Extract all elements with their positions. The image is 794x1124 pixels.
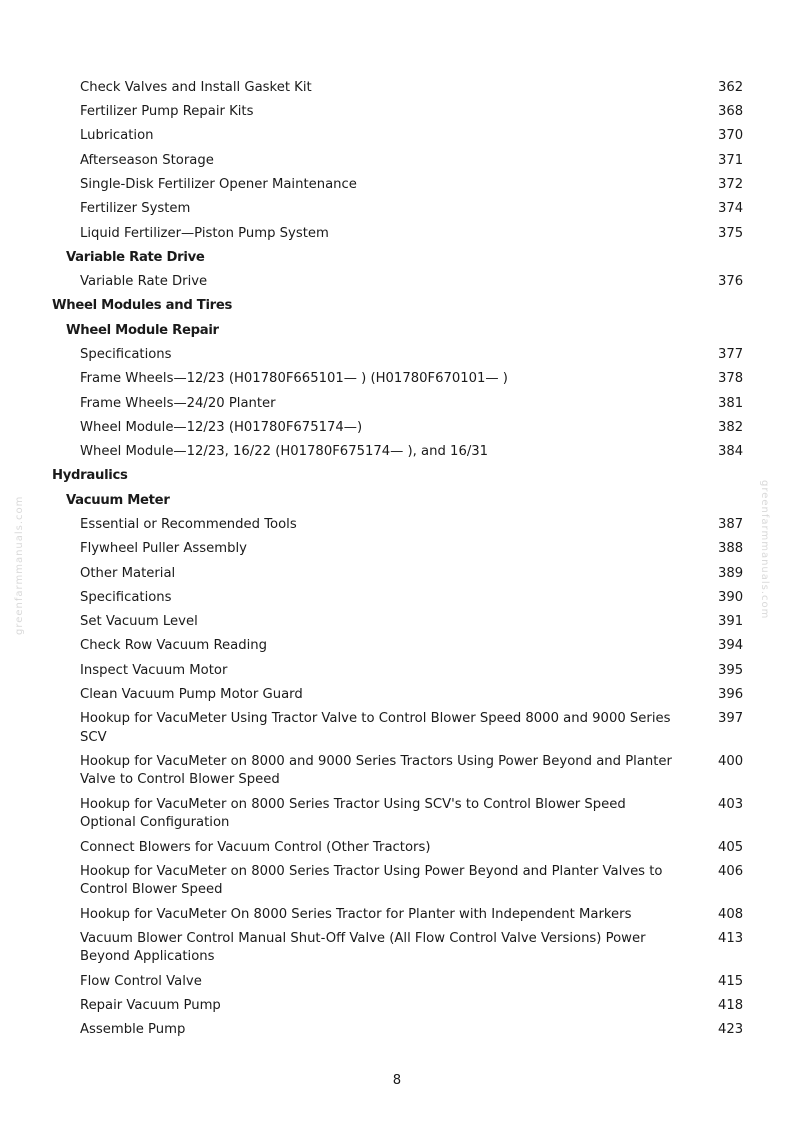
toc-entry-title: Set Vacuum Level: [80, 614, 198, 630]
toc-entry-page: 372: [718, 177, 744, 193]
toc-entry[interactable]: [0, 634, 794, 658]
toc-entry-page: 390: [718, 589, 744, 605]
toc-entry[interactable]: [0, 586, 794, 610]
toc-entry-page: 381: [718, 395, 744, 411]
toc-subsection-heading: [0, 319, 794, 343]
toc-entry-page: 406: [718, 863, 744, 879]
toc-entry[interactable]: [0, 149, 794, 173]
toc-entry[interactable]: [0, 440, 794, 464]
toc-entry[interactable]: [0, 707, 794, 750]
toc-entry[interactable]: [0, 125, 794, 149]
toc-entry-title: Clean Vacuum Pump Motor Guard: [80, 686, 303, 702]
toc-entry-page: 413: [718, 930, 744, 946]
toc-entry-title: Vacuum Blower Control Manual Shut-Off Valve (All Flow Control Valve Versions) Power Beyond Applications: [80, 930, 646, 965]
toc-entry-title: Assemble Pump: [80, 1022, 186, 1038]
toc-entry-page: 388: [718, 541, 744, 557]
toc-section-heading: [0, 295, 794, 319]
toc-entry[interactable]: [0, 367, 794, 391]
toc-entry-page: 387: [718, 516, 744, 532]
toc-entry-title: Hookup for VacuMeter on 8000 and 9000 Series Tractors Using Power Beyond and Planter Valve to Control Blower Speed: [80, 753, 672, 788]
toc-entry-title: Specifications: [80, 589, 172, 605]
toc-entry-page: 396: [718, 686, 744, 702]
toc-entry[interactable]: [0, 416, 794, 440]
toc-entry-title: Fertilizer System: [80, 201, 191, 217]
toc-entry-title: Afterseason Storage: [80, 152, 214, 168]
toc-entry-title: Liquid Fertilizer—Piston Pump System: [80, 225, 329, 241]
toc-entry-title: Essential or Recommended Tools: [80, 516, 297, 532]
toc-entry-page: 378: [718, 371, 744, 387]
toc-entry-title: Hydraulics: [52, 468, 128, 484]
toc-section-heading: [0, 465, 794, 489]
toc-entry[interactable]: [0, 270, 794, 294]
toc-entry[interactable]: [0, 970, 794, 994]
toc-entry[interactable]: [0, 610, 794, 634]
toc-entry-title: Wheel Modules and Tires: [52, 298, 233, 314]
toc-entry-title: Hookup for VacuMeter on 8000 Series Tractor Using SCV's to Control Blower Speed Optional Configuration: [80, 796, 626, 831]
table-of-contents: [0, 76, 794, 1043]
toc-entry-page: 368: [718, 104, 744, 120]
toc-entry-title: Single-Disk Fertilizer Opener Maintenance: [80, 177, 357, 193]
toc-entry[interactable]: [0, 537, 794, 561]
toc-entry[interactable]: [0, 860, 794, 903]
toc-entry-title: Fertilizer Pump Repair Kits: [80, 104, 254, 120]
toc-subsection-heading: [0, 246, 794, 270]
toc-entry-page: 391: [718, 614, 744, 630]
toc-entry-title: Variable Rate Drive: [66, 249, 205, 265]
toc-entry-title: Inspect Vacuum Motor: [80, 662, 228, 678]
toc-entry-title: Check Valves and Install Gasket Kit: [80, 79, 312, 95]
toc-entry-page: 397: [718, 711, 744, 727]
toc-entry-title: Other Material: [80, 565, 176, 581]
toc-entry[interactable]: [0, 392, 794, 416]
page-number: 8: [392, 1073, 402, 1088]
toc-entry-title: Hookup for VacuMeter On 8000 Series Tractor for Planter with Independent Markers: [80, 906, 632, 922]
toc-entry[interactable]: [0, 173, 794, 197]
toc-entry-page: 408: [718, 906, 744, 922]
toc-entry-title: Flow Control Valve: [80, 973, 202, 989]
toc-entry-page: 395: [718, 662, 744, 678]
toc-entry-page: 400: [718, 753, 744, 769]
toc-entry[interactable]: [0, 683, 794, 707]
toc-entry-title: Frame Wheels—12/23 (H01780F665101— ) (H01780F670101— ): [80, 371, 508, 387]
toc-entry[interactable]: [0, 750, 794, 793]
toc-entry-title: Hookup for VacuMeter Using Tractor Valve to Control Blower Speed 8000 and 9000 Series SCV: [80, 711, 671, 745]
toc-entry-title: Frame Wheels—24/20 Planter: [80, 395, 276, 411]
toc-entry-page: 415: [718, 973, 744, 989]
toc-entry-page: 362: [718, 79, 744, 95]
toc-entry-title: Hookup for VacuMeter on 8000 Series Tractor Using Power Beyond and Planter Valves to Control Blower Speed: [80, 863, 663, 898]
toc-entry-title: Wheel Module—12/23 (H01780F675174—): [80, 419, 363, 435]
toc-entry-title: Flywheel Puller Assembly: [80, 541, 247, 557]
toc-entry-page: 423: [718, 1022, 744, 1038]
toc-entry-page: 376: [718, 274, 744, 290]
toc-entry-title: Check Row Vacuum Reading: [80, 638, 267, 654]
toc-entry-title: Lubrication: [80, 128, 154, 144]
toc-entry[interactable]: [0, 793, 794, 836]
toc-entry-title: Connect Blowers for Vacuum Control (Other Tractors): [80, 839, 431, 855]
toc-entry-page: 377: [718, 346, 744, 362]
toc-entry[interactable]: [0, 76, 794, 100]
toc-entry-page: 403: [718, 796, 744, 812]
toc-entry[interactable]: [0, 836, 794, 860]
watermark-left: greenfarmmanuals.com: [14, 495, 25, 635]
watermark-right: greenfarmmanuals.com: [759, 480, 770, 620]
toc-entry[interactable]: [0, 562, 794, 586]
toc-entry-page: 405: [718, 839, 744, 855]
toc-entry-title: Variable Rate Drive: [80, 274, 208, 290]
toc-entry-page: 371: [718, 152, 744, 168]
toc-entry[interactable]: [0, 659, 794, 683]
toc-entry[interactable]: [0, 100, 794, 124]
toc-entry[interactable]: [0, 513, 794, 537]
toc-entry-page: 389: [718, 565, 744, 581]
toc-entry-page: 384: [718, 444, 744, 460]
toc-entry-page: 382: [718, 419, 744, 435]
toc-entry-title: Specifications: [80, 346, 172, 362]
toc-entry[interactable]: [0, 222, 794, 246]
toc-entry[interactable]: [0, 903, 794, 927]
toc-entry-page: 394: [718, 638, 744, 654]
toc-entry[interactable]: [0, 1018, 794, 1042]
toc-entry-title: Vacuum Meter: [66, 492, 170, 508]
toc-entry-page: 374: [718, 201, 744, 217]
toc-entry[interactable]: [0, 927, 794, 970]
toc-entry-page: 370: [718, 128, 744, 144]
toc-entry-title: Repair Vacuum Pump: [80, 997, 221, 1013]
toc-entry[interactable]: [0, 197, 794, 221]
toc-entry[interactable]: [0, 343, 794, 367]
toc-entry-title: Wheel Module Repair: [66, 322, 219, 338]
toc-entry-page: 375: [718, 225, 744, 241]
toc-entry-page: 418: [718, 997, 744, 1013]
toc-entry-title: Wheel Module—12/23, 16/22 (H01780F675174— ), and 16/31: [80, 444, 489, 460]
toc-entry[interactable]: [0, 994, 794, 1018]
toc-subsection-heading: [0, 489, 794, 513]
